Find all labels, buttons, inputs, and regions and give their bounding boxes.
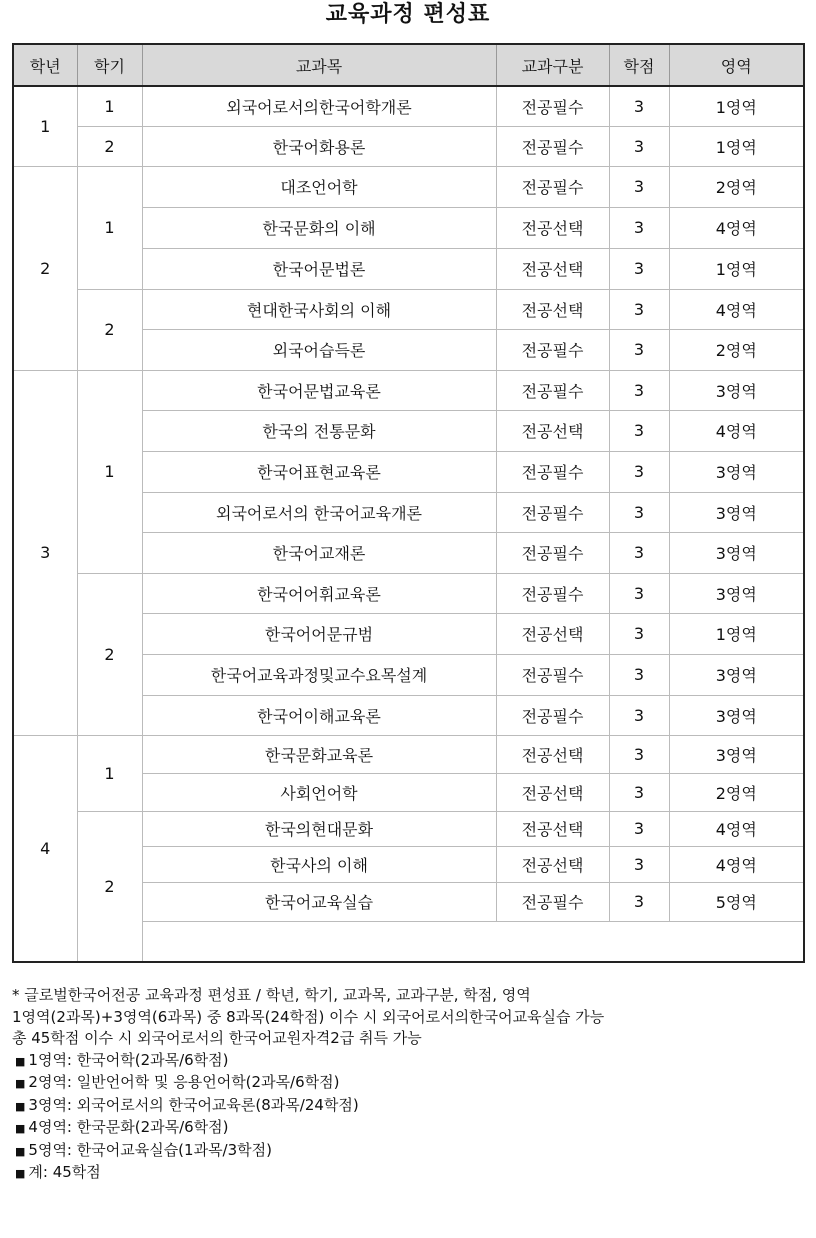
note-bullet-text: 1영역: 한국어학(2과목/6학점) — [28, 1050, 229, 1069]
note-line-2: 1영역(2과목)+3영역(6과목) 중 8과목(24학점) 이수 시 외국어로서의한국어교육실습 가능 — [12, 1007, 605, 1026]
semester-cell: 2 — [77, 811, 142, 962]
area-cell: 3영역 — [669, 370, 804, 410]
type-cell: 전공선택 — [496, 773, 609, 811]
type-cell: 전공선택 — [496, 735, 609, 773]
type-cell: 전공필수 — [496, 532, 609, 573]
note-bullet-text: 계: 45학점 — [28, 1163, 101, 1181]
table-row — [13, 126, 804, 166]
table-row — [13, 86, 804, 126]
square-bullet-icon: ■ — [15, 1099, 26, 1113]
semester-cell: 2 — [77, 289, 142, 370]
table-row — [13, 289, 804, 329]
note-bullet — [12, 1117, 807, 1140]
square-bullet-icon: ■ — [15, 1167, 26, 1180]
course-cell: 한국의 전통문화 — [142, 410, 496, 451]
square-bullet-icon: ■ — [15, 1054, 26, 1068]
type-cell: 전공선택 — [496, 846, 609, 882]
note-bullet — [12, 1140, 807, 1163]
area-cell: 3영역 — [669, 654, 804, 695]
type-cell: 전공선택 — [496, 248, 609, 289]
type-cell: 전공필수 — [496, 573, 609, 613]
course-cell: 사회언어학 — [142, 773, 496, 811]
area-cell: 4영역 — [669, 410, 804, 451]
type-cell: 전공필수 — [496, 86, 609, 126]
header-area: 영역 — [669, 44, 804, 86]
credit-cell: 3 — [609, 573, 669, 613]
semester-cell: 2 — [77, 126, 142, 166]
credit-cell: 3 — [609, 166, 669, 207]
page-title: 교육과정 편성표 — [325, 2, 491, 27]
area-cell: 3영역 — [669, 695, 804, 735]
note-bullet-text: 5영역: 한국어교육실습(1과목/3학점) — [28, 1140, 272, 1159]
course-cell: 한국어어휘교육론 — [142, 573, 496, 613]
course-cell: 한국문화교육론 — [142, 735, 496, 773]
header-semester: 학기 — [77, 44, 142, 86]
credit-cell: 3 — [609, 86, 669, 126]
course-cell: 한국어화용론 — [142, 126, 496, 166]
credit-cell: 3 — [609, 654, 669, 695]
course-cell: 한국어교육과정및교수요목설계 — [142, 654, 496, 695]
type-cell: 전공필수 — [496, 329, 609, 370]
credit-cell: 3 — [609, 289, 669, 329]
credit-cell: 3 — [609, 695, 669, 735]
credit-cell: 3 — [609, 329, 669, 370]
note-bullet — [12, 1162, 807, 1185]
square-bullet-icon: ■ — [15, 1077, 26, 1090]
credit-cell: 3 — [609, 410, 669, 451]
curriculum-table — [12, 43, 805, 963]
course-cell: 한국어문법론 — [142, 248, 496, 289]
note-bullet — [12, 1095, 807, 1118]
header-type: 교과구분 — [496, 44, 609, 86]
credit-cell: 3 — [609, 613, 669, 654]
area-cell: 2영역 — [669, 166, 804, 207]
course-cell: 한국문화의 이해 — [142, 207, 496, 248]
credit-cell: 3 — [609, 773, 669, 811]
course-cell: 한국사의 이해 — [142, 846, 496, 882]
course-cell: 한국어교재론 — [142, 532, 496, 573]
year-cell: 3 — [13, 370, 77, 735]
course-cell: 한국어문법교육론 — [142, 370, 496, 410]
table-row — [13, 735, 804, 773]
year-cell: 1 — [13, 86, 77, 166]
table-row — [13, 166, 804, 207]
area-cell: 3영역 — [669, 451, 804, 492]
empty-cell — [142, 921, 804, 962]
credit-cell: 3 — [609, 207, 669, 248]
credit-cell: 3 — [609, 882, 669, 921]
area-cell: 3영역 — [669, 492, 804, 532]
credit-cell: 3 — [609, 492, 669, 532]
credit-cell: 3 — [609, 370, 669, 410]
semester-cell: 1 — [77, 370, 142, 573]
area-cell: 5영역 — [669, 882, 804, 921]
square-bullet-icon: ■ — [15, 1122, 26, 1135]
area-cell: 3영역 — [669, 735, 804, 773]
credit-cell: 3 — [609, 451, 669, 492]
type-cell: 전공필수 — [496, 451, 609, 492]
course-cell: 한국어이해교육론 — [142, 695, 496, 735]
area-cell: 2영역 — [669, 329, 804, 370]
area-cell: 4영역 — [669, 289, 804, 329]
area-cell: 1영역 — [669, 248, 804, 289]
course-cell: 외국어로서의한국어학개론 — [142, 86, 496, 126]
header-course: 교과목 — [142, 44, 496, 86]
table-header-row — [13, 44, 804, 86]
type-cell: 전공선택 — [496, 289, 609, 329]
type-cell: 전공필수 — [496, 166, 609, 207]
credit-cell: 3 — [609, 532, 669, 573]
note-bullet — [12, 1050, 807, 1073]
type-cell: 전공필수 — [496, 370, 609, 410]
table-row — [13, 573, 804, 613]
note-line-3: 총 45학점 이수 시 외국어로서의 한국어교원자격2급 취득 가능 — [12, 1029, 422, 1047]
table-row — [13, 370, 804, 410]
area-cell: 4영역 — [669, 811, 804, 846]
notes-section — [12, 985, 807, 1185]
area-cell: 4영역 — [669, 207, 804, 248]
note-bullet — [12, 1072, 807, 1095]
type-cell: 전공필수 — [496, 492, 609, 532]
course-cell: 외국어로서의 한국어교육개론 — [142, 492, 496, 532]
area-cell: 1영역 — [669, 86, 804, 126]
type-cell: 전공선택 — [496, 613, 609, 654]
header-year: 학년 — [13, 44, 77, 86]
square-bullet-icon: ■ — [15, 1144, 26, 1158]
type-cell: 전공필수 — [496, 654, 609, 695]
credit-cell: 3 — [609, 735, 669, 773]
area-cell: 3영역 — [669, 573, 804, 613]
header-credit: 학점 — [609, 44, 669, 86]
note-bullet-text: 2영역: 일반언어학 및 응용언어학(2과목/6학점) — [28, 1073, 340, 1091]
area-cell: 4영역 — [669, 846, 804, 882]
course-cell: 한국어교육실습 — [142, 882, 496, 921]
course-cell: 한국어표현교육론 — [142, 451, 496, 492]
table-row — [13, 811, 804, 846]
credit-cell: 3 — [609, 811, 669, 846]
type-cell: 전공필수 — [496, 126, 609, 166]
type-cell: 전공필수 — [496, 882, 609, 921]
course-cell: 현대한국사회의 이해 — [142, 289, 496, 329]
semester-cell: 1 — [77, 86, 142, 126]
course-cell: 한국어어문규범 — [142, 613, 496, 654]
semester-cell: 1 — [77, 735, 142, 811]
semester-cell: 2 — [77, 573, 142, 735]
type-cell: 전공선택 — [496, 207, 609, 248]
area-cell: 2영역 — [669, 773, 804, 811]
note-bullet-text: 3영역: 외국어로서의 한국어교육론(8과목/24학점) — [28, 1095, 359, 1114]
semester-cell: 1 — [77, 166, 142, 289]
area-cell: 1영역 — [669, 126, 804, 166]
course-cell: 한국의현대문화 — [142, 811, 496, 846]
credit-cell: 3 — [609, 248, 669, 289]
year-cell: 2 — [13, 166, 77, 370]
note-bullet-text: 4영역: 한국문화(2과목/6학점) — [28, 1118, 229, 1136]
credit-cell: 3 — [609, 126, 669, 166]
type-cell: 전공필수 — [496, 695, 609, 735]
course-cell: 대조언어학 — [142, 166, 496, 207]
area-cell: 1영역 — [669, 613, 804, 654]
type-cell: 전공선택 — [496, 410, 609, 451]
area-cell: 3영역 — [669, 532, 804, 573]
year-cell: 4 — [13, 735, 77, 962]
credit-cell: 3 — [609, 846, 669, 882]
course-cell: 외국어습득론 — [142, 329, 496, 370]
note-line-1: * 글로벌한국어전공 교육과정 편성표 / 학년, 학기, 교과목, 교과구분, 학점, 영역 — [12, 986, 531, 1004]
type-cell: 전공선택 — [496, 811, 609, 846]
